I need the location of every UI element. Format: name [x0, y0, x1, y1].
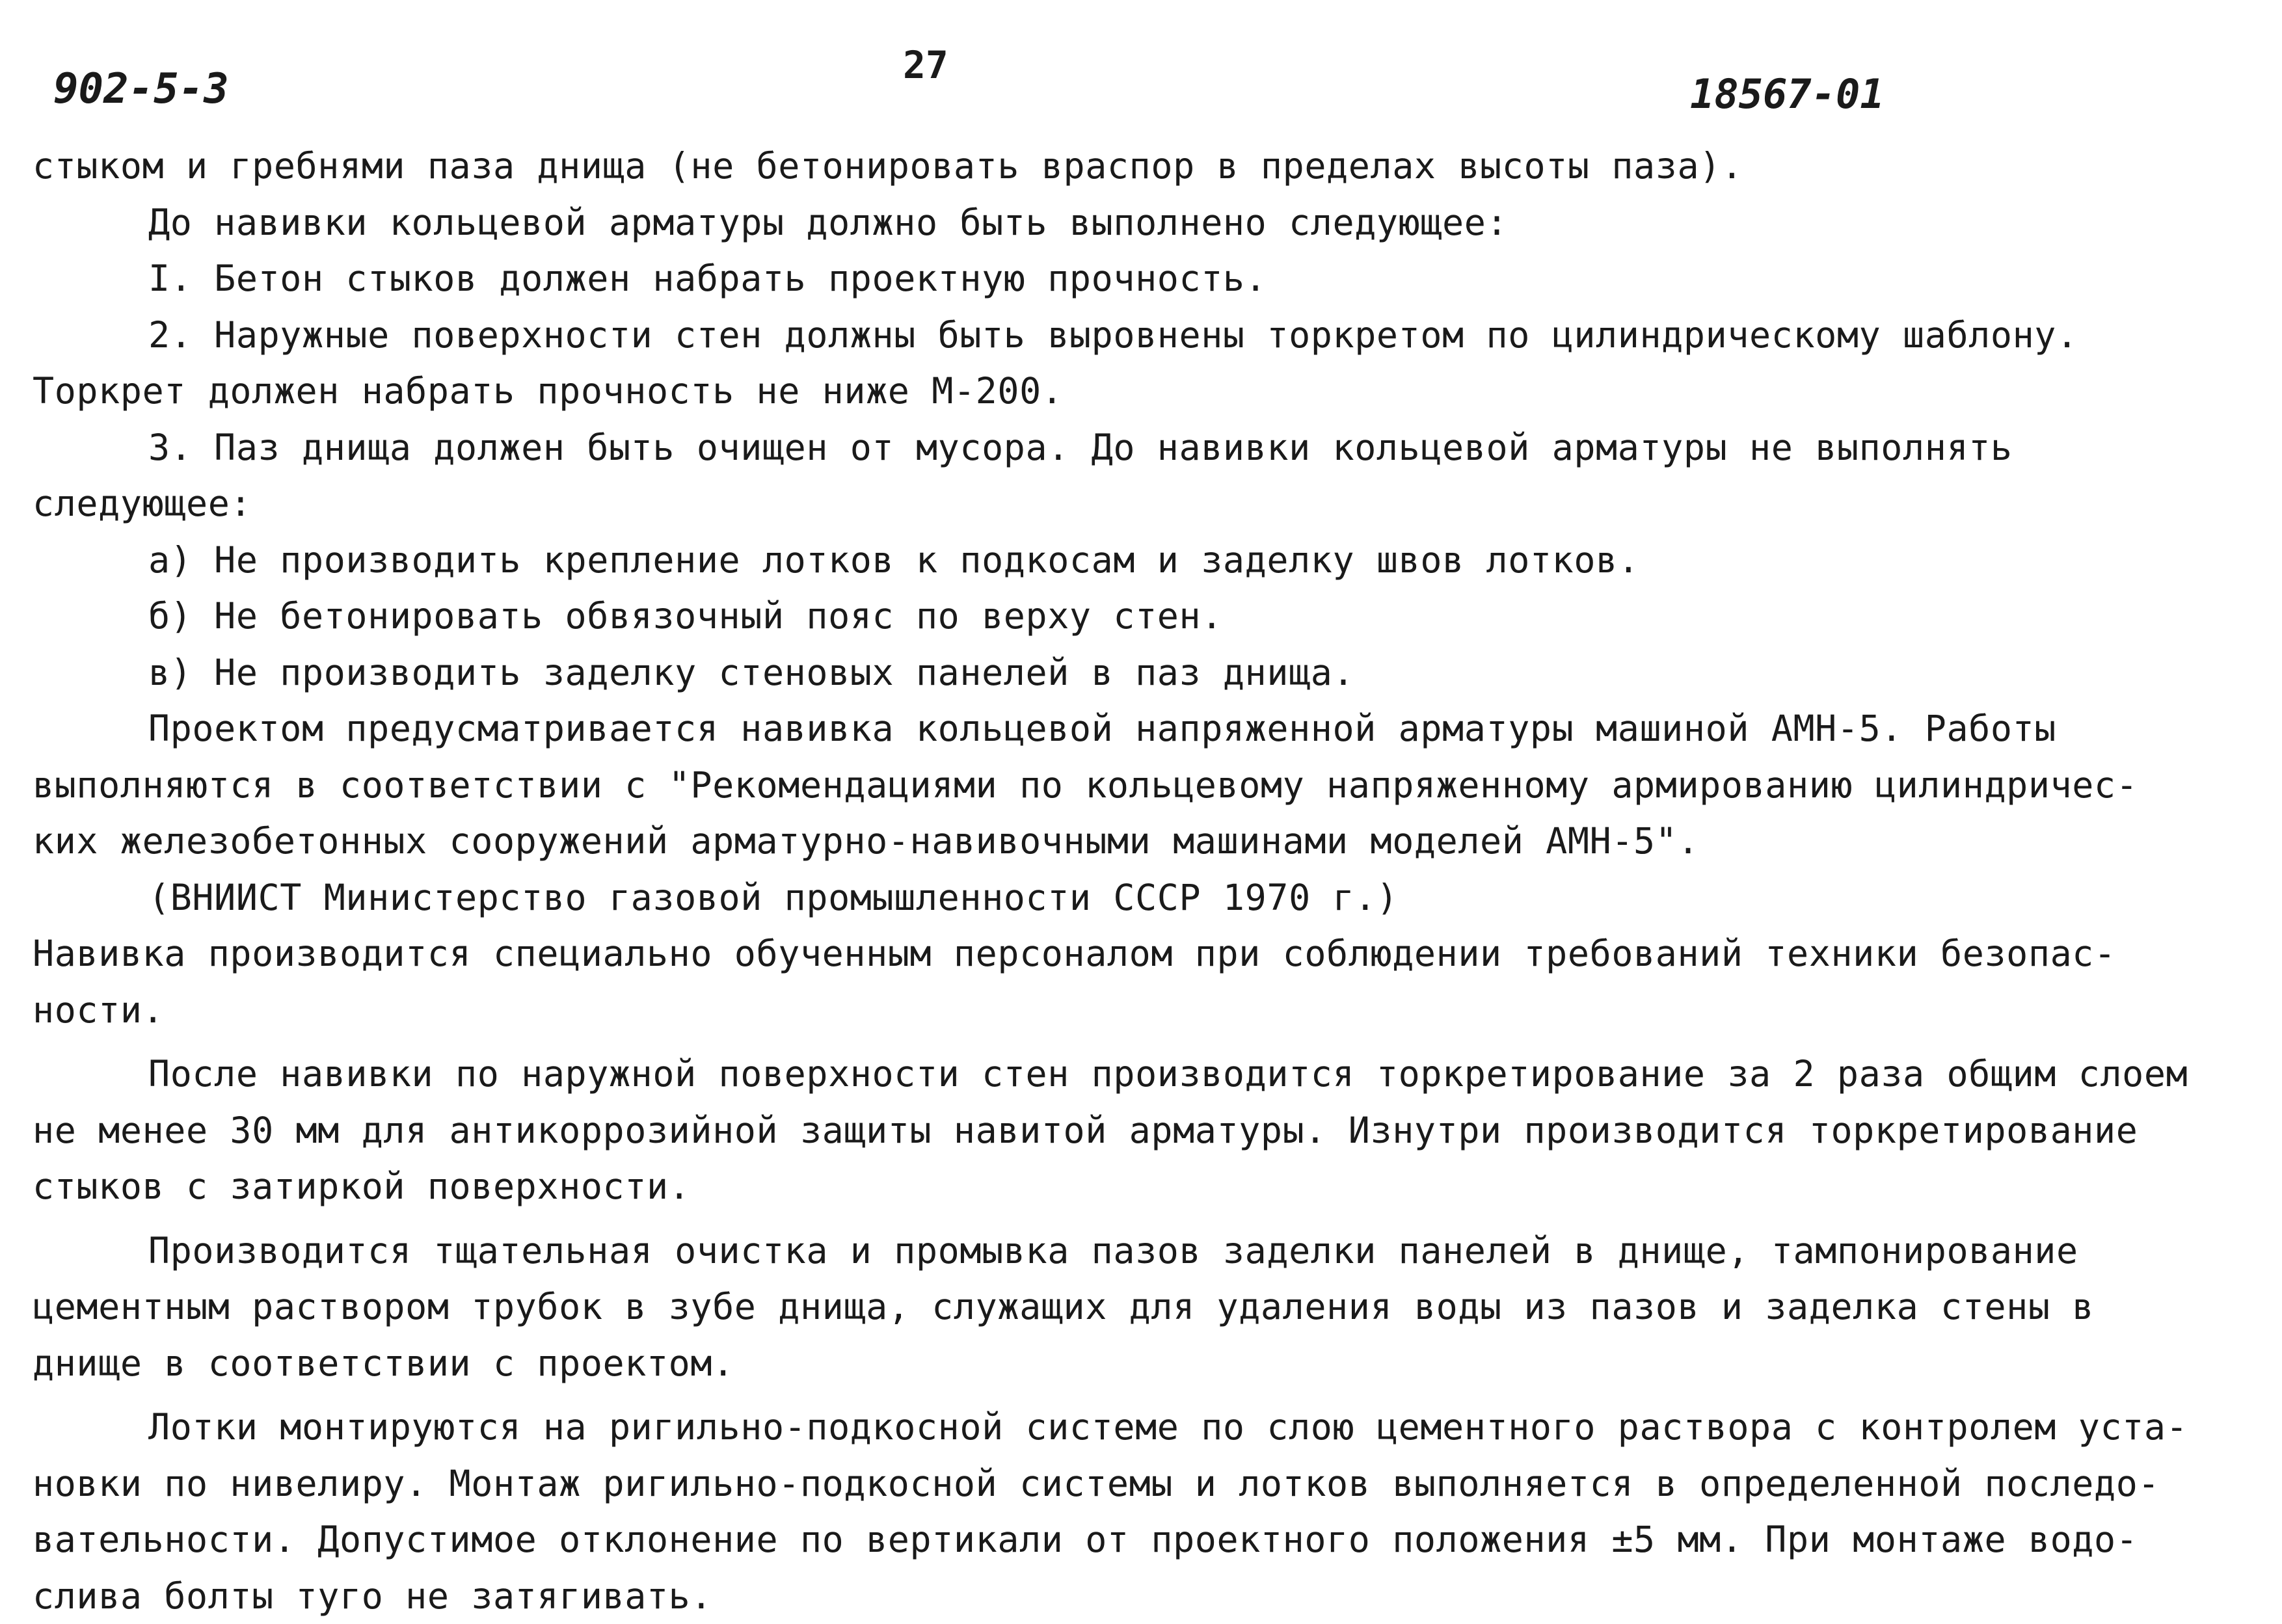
text-line: вательности. Допустимое отклонение по вертикали от проектного положения ±5 мм. При монтаже водо-: [33, 1511, 2257, 1568]
text-line: Проектом предусматривается навивка кольцевой напряженной арматуры машиной АМН-5. Работы: [33, 700, 2257, 757]
text-line: После навивки по наружной поверхности стен производится торкретирование за 2 раза общим слоем: [33, 1046, 2257, 1102]
list-item: в) Не производить заделку стеновых панелей в паз днища.: [33, 645, 2257, 701]
list-item: 2. Наружные поверхности стен должны быть выровнены торкретом по цилиндрическому шаблону.: [33, 307, 2257, 364]
text-line: цементным раствором трубок в зубе днища, служащих для удаления воды из пазов и заделка стены в: [33, 1279, 2257, 1335]
text-line: слива болты туго не затягивать.: [33, 1568, 2257, 1624]
text-line: новки по нивелиру. Монтаж ригильно-подкосной системы и лотков выполняется в определенной последо-: [33, 1456, 2257, 1512]
text-line: До навивки кольцевой арматуры должно быть выполнено следующее:: [33, 194, 2257, 251]
text-line: стыков с затиркой поверхности.: [33, 1158, 2257, 1215]
sheet-code: 18567-01: [1690, 70, 1885, 118]
text-line: ких железобетонных сооружений арматурно-навивочными машинами моделей АМН-5".: [33, 813, 2257, 870]
list-item: а) Не производить крепление лотков к подкосам и заделку швов лотков.: [33, 532, 2257, 589]
paragraph-gap: [33, 1038, 2257, 1046]
list-item: I. Бетон стыков должен набрать проектную прочность.: [33, 250, 2257, 307]
text-line: Навивка производится специально обученным персоналом при соблюдении требований техники безопас-: [33, 925, 2257, 982]
page-number: 27: [903, 43, 948, 87]
list-item: б) Не бетонировать обвязочный пояс по верху стен.: [33, 588, 2257, 645]
text-line: выполняются в соответствии с "Рекомендациями по кольцевому напряженному армированию цилиндричес-: [33, 757, 2257, 814]
text-line: Производится тщательная очистка и промывка пазов заделки панелей в днище, тампонирование: [33, 1223, 2257, 1279]
text-line: следующее:: [33, 475, 2257, 532]
text-line: ности.: [33, 982, 2257, 1039]
text-line: стыком и гребнями паза днища (не бетонировать враспор в пределах высоты паза).: [33, 138, 2257, 194]
text-line: (ВНИИСТ Министерство газовой промышленности СССР 1970 г.): [33, 870, 2257, 926]
text-line: Торкрет должен набрать прочность не ниже М-200.: [33, 363, 2257, 419]
text-line: Лотки монтируются на ригильно-подкосной системе по слою цементного раствора с контролем уста-: [33, 1399, 2257, 1456]
text-line: днище в соответствии с проектом.: [33, 1335, 2257, 1392]
document-code: 902-5-3: [53, 65, 229, 113]
paragraph-gap: [33, 1215, 2257, 1223]
body-text: [33, 138, 2257, 1624]
text-line: не менее 30 мм для антикоррозийной защиты навитой арматуры. Изнутри производится торкретирование: [33, 1102, 2257, 1159]
list-item: 3. Паз днища должен быть очищен от мусора. До навивки кольцевой арматуры не выполнять: [33, 419, 2257, 476]
paragraph-gap: [33, 1391, 2257, 1399]
